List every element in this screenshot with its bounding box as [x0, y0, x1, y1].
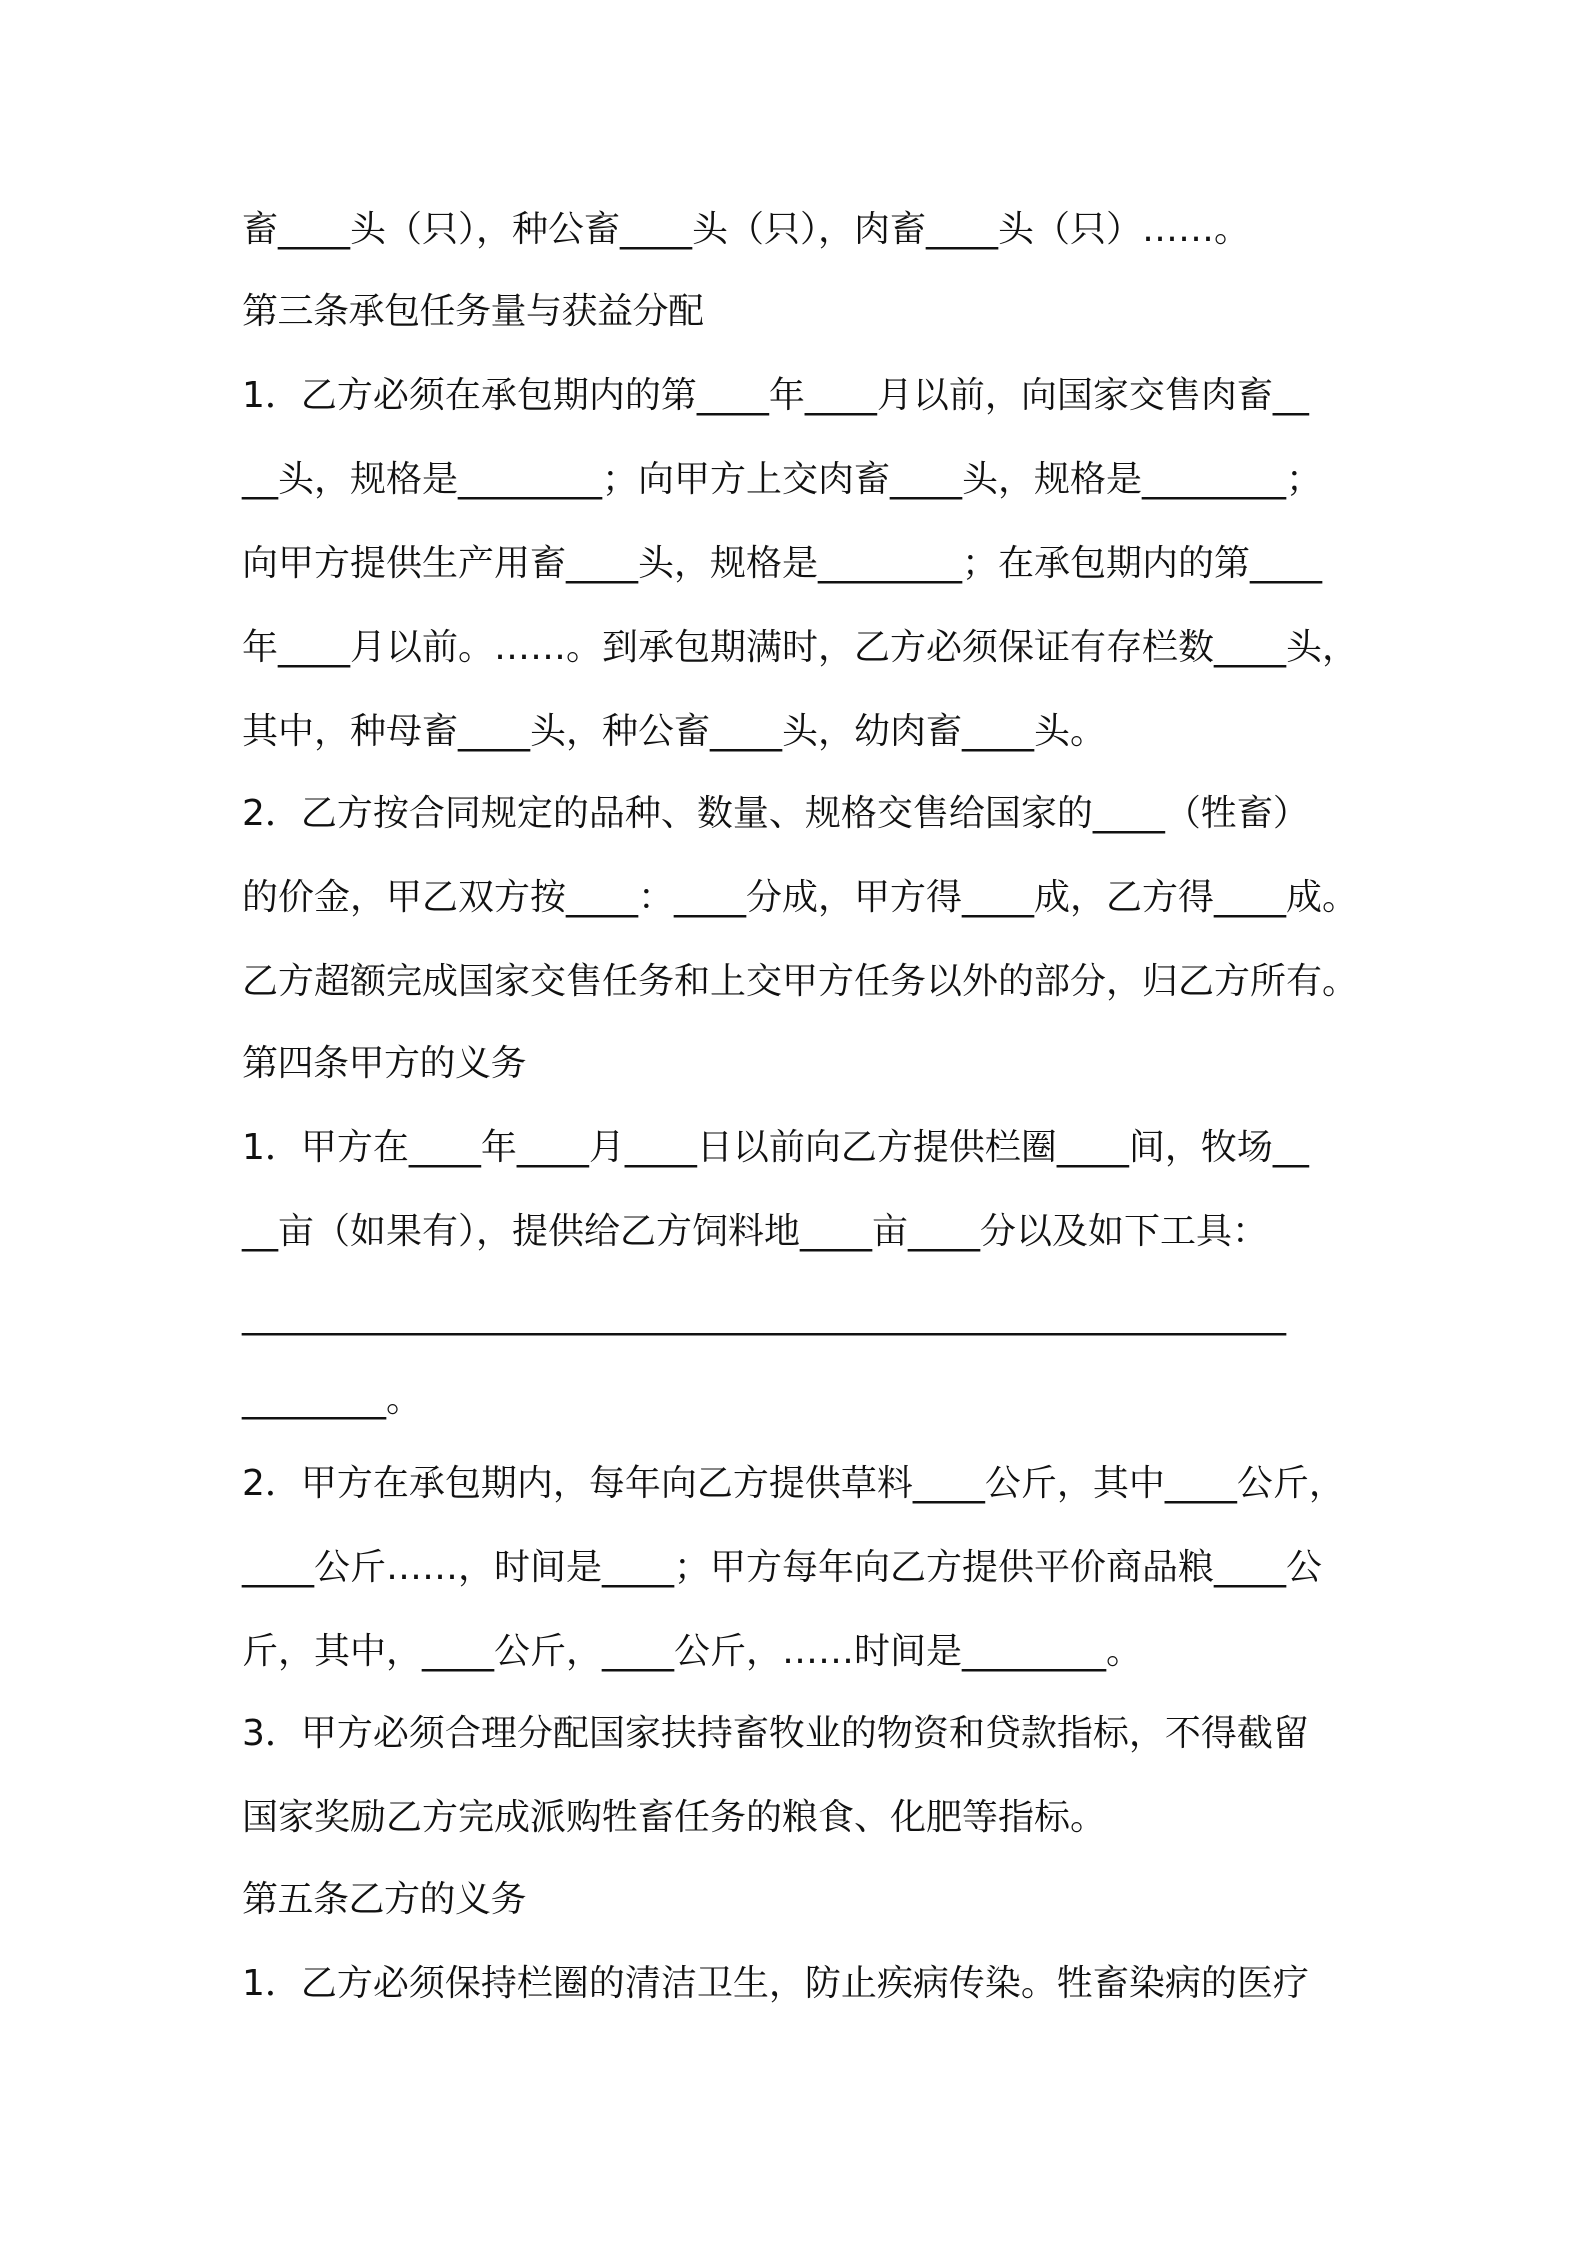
text-line-3: 1．乙方必须在承包期内的第____年____月以前，向国家交售肉畜__ — [242, 375, 1309, 416]
text-line-17: ____公斤……，时间是____；甲方每年向乙方提供平价商品粮____公 — [242, 1547, 1323, 1588]
text-line-8: 2．乙方按合同规定的品种、数量、规格交售给国家的____（牲畜） — [242, 793, 1309, 834]
blank-fill-line: __________________________________________________________ — [242, 1295, 1286, 1336]
text-line-1: 畜____头（只），种公畜____头（只），肉畜____头（只）……。 — [242, 209, 1251, 250]
section-heading-4: 第四条甲方的义务 — [242, 1043, 527, 1084]
text-line-20: 国家奖励乙方完成派购牲畜任务的粮食、化肥等指标。 — [242, 1797, 1107, 1838]
text-line-9: 的价金，甲乙双方按____：____分成，甲方得____成，乙方得____成。 — [242, 877, 1359, 918]
text-line-19: 3．甲方必须合理分配国家扶持畜牧业的物资和贷款指标，不得截留 — [242, 1713, 1309, 1754]
text-line-16: 2．甲方在承包期内，每年向乙方提供草料____公斤，其中____公斤， — [242, 1463, 1345, 1504]
text-line-5: 向甲方提供生产用畜____头，规格是________；在承包期内的第____ — [242, 543, 1323, 584]
text-line-10: 乙方超额完成国家交售任务和上交甲方任务以外的部分，归乙方所有。 — [242, 961, 1359, 1002]
text-line-4: __头，规格是________；向甲方上交肉畜____头，规格是________； — [242, 459, 1323, 500]
text-line-6: 年____月以前。……。到承包期满时，乙方必须保证有存栏数____头， — [242, 627, 1359, 668]
text-line-15: ________。 — [242, 1379, 423, 1420]
section-heading-5: 第五条乙方的义务 — [242, 1879, 527, 1920]
text-line-13: __亩（如果有），提供给乙方饲料地____亩____分以及如下工具： — [242, 1211, 1269, 1252]
text-line-18: 斤，其中，____公斤，____公斤，……时间是________。 — [242, 1631, 1143, 1672]
text-line-12: 1．甲方在____年____月____日以前向乙方提供栏圈____间，牧场__ — [242, 1127, 1309, 1168]
text-line-7: 其中，种母畜____头，种公畜____头，幼肉畜____头。 — [242, 711, 1107, 752]
text-line-22: 1．乙方必须保持栏圈的清洁卫生，防止疾病传染。牲畜染病的医疗 — [242, 1963, 1309, 2004]
section-heading-3: 第三条承包任务量与获益分配 — [242, 291, 704, 332]
